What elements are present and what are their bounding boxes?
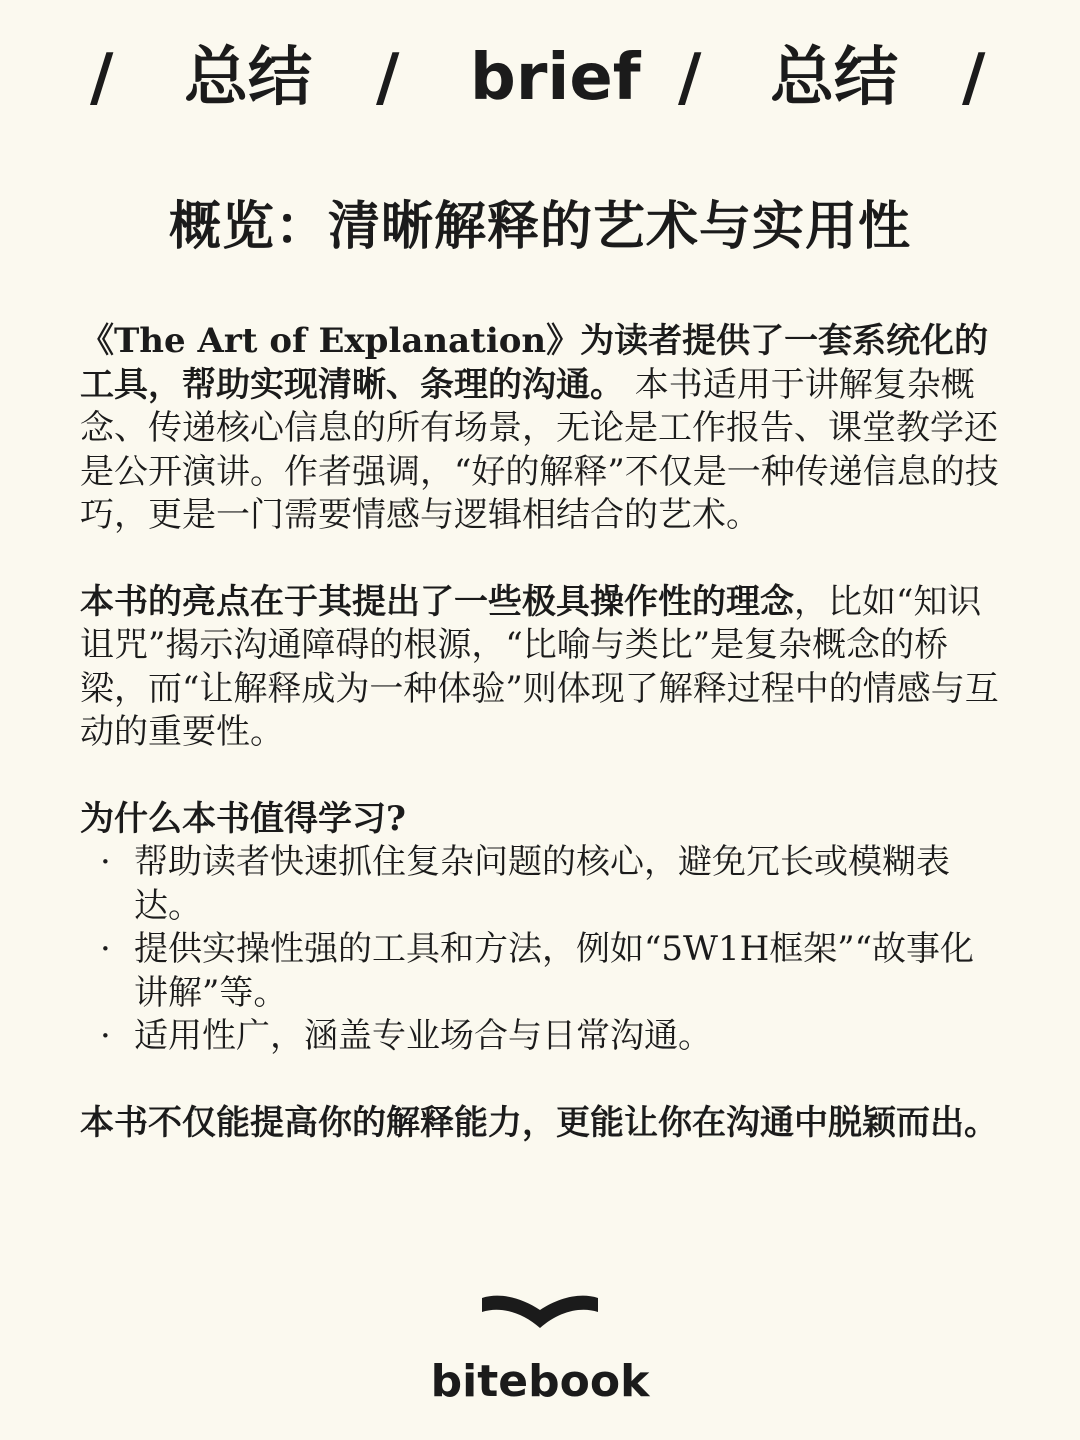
open-book-icon [478,1290,602,1334]
list-item-text: 适用性广，涵盖专业场合与日常沟通。 [134,1016,712,1056]
header-separator: / [678,41,702,115]
list-item [80,1015,1000,1059]
header-word-left: 总结 [184,41,312,115]
benefits-list [80,841,1000,1059]
conclusion [80,1102,1000,1146]
conclusion-text: 本书不仅能提高你的解释能力，更能让你在沟通中脱颖而出。 [80,1102,998,1143]
summary-body [80,320,1000,1145]
brand-logo [0,1290,1080,1410]
brand-name: bitebook [430,1356,650,1407]
page-title: 概览：清晰解释的艺术与实用性 [168,196,911,257]
intro-paragraph-text: 本书适用于讲解复杂概念、传递核心信息的所有场景，无论是工作报告、课堂教学还是公开演讲。作者强调，“好的解释”不仅是一种传递信息的技巧，更是一门需要情感与逻辑相结合的艺术。 [80,364,999,535]
highlights-paragraph [80,581,1000,755]
bullet-dot: · [100,842,111,882]
list-item [80,841,1000,928]
header-separator: / [376,41,400,115]
highlights-paragraph-bold: 本书的亮点在于其提出了一些极具操作性的理念 [80,581,794,622]
list-item [80,928,1000,1015]
highlights-paragraph-text: ，比如“知识诅咒”揭示沟通障碍的根源，“比喻与类比”是复杂概念的桥梁，而“让解释成为一种体验”则体现了解释过程中的情感与互动的重要性。 [80,581,999,752]
bullet-dot: · [100,1016,111,1056]
header-separator: / [962,41,986,115]
why-heading: 为什么本书值得学习? [80,798,406,839]
list-item-text: 帮助读者快速抓住复杂问题的核心，避免冗长或模糊表达。 [134,842,950,926]
header-word-right: 总结 [770,41,898,115]
header-word-center: brief [470,41,641,115]
intro-paragraph [80,320,1000,538]
header-separator: / [90,41,114,115]
bullet-dot: · [100,929,111,969]
list-item-text: 提供实操性强的工具和方法，例如“5W1H框架”“故事化讲解”等。 [134,929,975,1013]
intro-paragraph-bold: 《The Art of Explanation》为读者提供了一套系统化的工具，帮助实现清晰、条理的沟通。 [80,321,989,405]
header-banner [0,38,1080,118]
